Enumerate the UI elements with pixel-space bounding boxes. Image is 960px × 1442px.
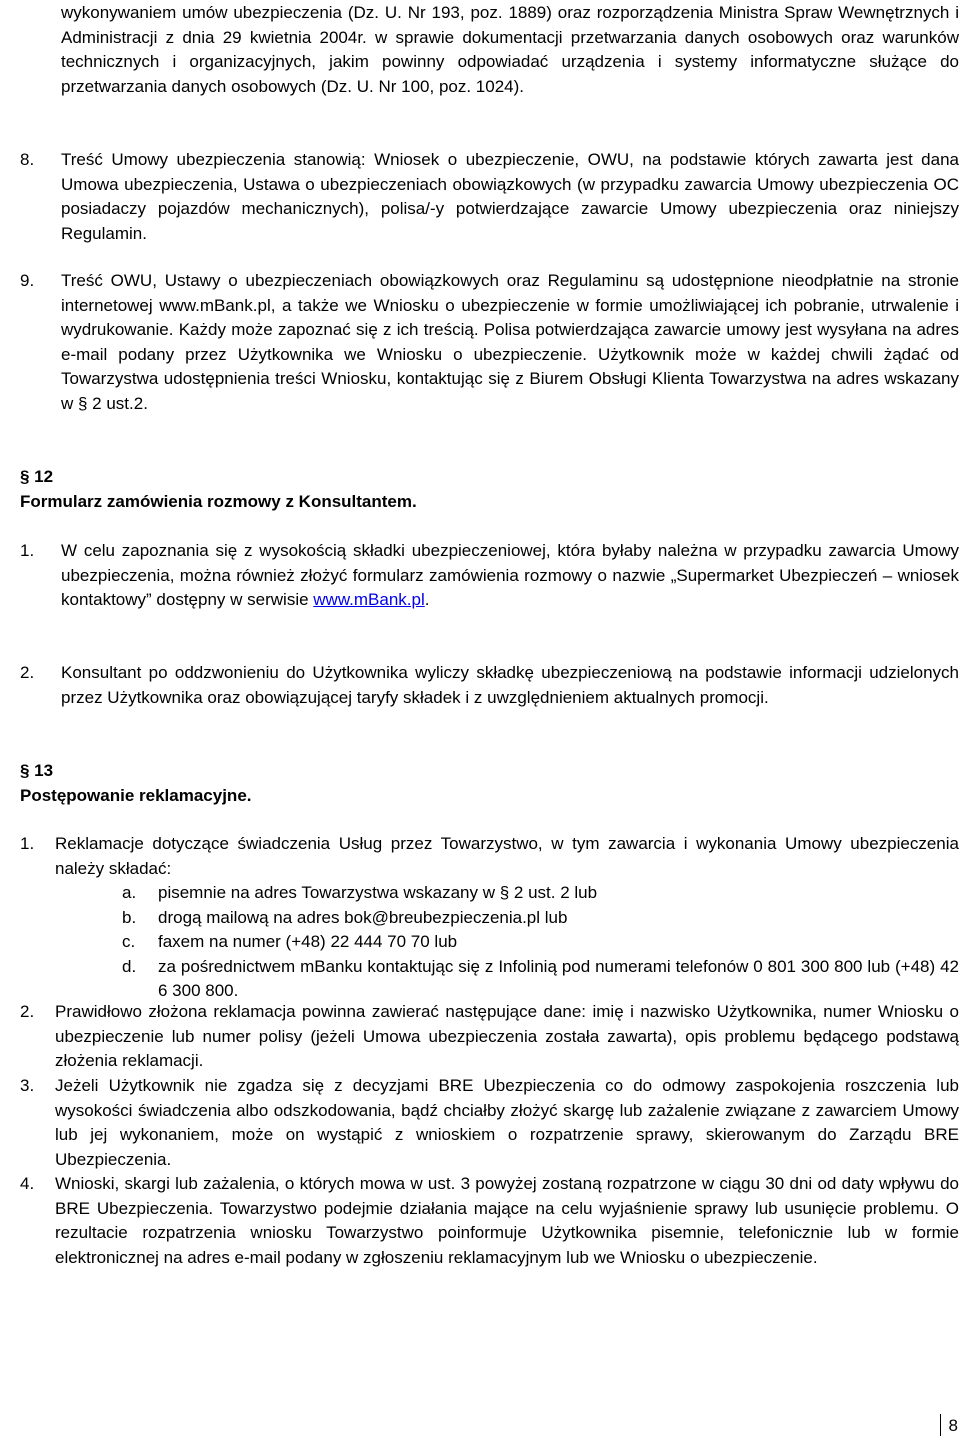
item-text: Reklamacje dotyczące świadczenia Usług przez Towarzystwo, w tym zawarcia i wykonania Umowy ubezpieczenia należy składać: bbox=[55, 834, 959, 878]
sublist-item-a: a. pisemnie na adres Towarzystwa wskazany w § 2 ust. 2 lub bbox=[122, 883, 598, 902]
item-text: Wnioski, skargi lub zażalenia, o których mowa w ust. 3 powyżej zostaną rozpatrzone w ciągu 30 dni od daty wpływu do BRE Ubezpieczenia. Towarzystwo podejmie działania mające na celu wyjaśnienie sprawy lub usunięcie problemu. O rezultacie rozpatrzenia wniosku Towarzystwo poinformuje Użytkownika pisemnie, telefonicznie lub w formie elektronicznej na adres e-mail podany w zgłoszeniu reklamacyjnym lub we Wniosku o ubezpieczenie. bbox=[55, 1174, 959, 1267]
item-number: 8. bbox=[20, 150, 35, 169]
item-number: 9. bbox=[20, 271, 35, 290]
mbank-link[interactable]: www.mBank.pl bbox=[313, 590, 425, 609]
intro-paragraph: wykonywaniem umów ubezpieczenia (Dz. U. Nr 193, poz. 1889) oraz rozporządzenia Ministra Spraw Wewnętrznych i Administracji z dnia 29 kwietnia 2004r. w sprawie dokumentacji przetwarzania danych osobowych oraz warunków technicznych i organizacyjnych, jakim powinny odpowiadać urządzenia i systemy informatyczne służące do przetwarzania danych osobowych (Dz. U. Nr 100, poz. 1024). bbox=[61, 3, 959, 96]
section-number: § 12 bbox=[20, 467, 54, 486]
page-number: 8 bbox=[948, 1416, 958, 1435]
item-text: Prawidłowo złożona reklamacja powinna zawierać następujące dane: imię i nazwisko Użytkownika, numer Wniosku o ubezpieczenie lub numer polisy (jeżeli Umowa ubezpieczenia została zawarta), opis problemu będącego podstawą złożenia reklamacji. bbox=[55, 1002, 959, 1070]
s12-list-item-2 bbox=[20, 661, 959, 735]
s13-list-item-4 bbox=[20, 1172, 959, 1294]
sublist bbox=[55, 881, 959, 1004]
item-number: 2. bbox=[20, 1002, 35, 1021]
item-body bbox=[55, 832, 959, 1004]
item-number: 4. bbox=[20, 1174, 35, 1193]
item-text: Treść Umowy ubezpieczenia stanowią: Wniosek o ubezpieczenie, OWU, na podstawie których zawarta jest dana Umowa ubezpieczenia, Ustawa o ubezpieczeniach obowiązkowych (w przypadku zawarcia Umowy ubezpieczenia OC posiadaczy pojazdów mechanicznych), polisa/-y potwierdzające zawarcie Umowy ubezpieczenia oraz niniejszy Regulamin. bbox=[61, 150, 959, 243]
section-heading-13 bbox=[20, 759, 252, 808]
section-heading-12 bbox=[20, 465, 417, 514]
sublist-item-b: b. drogą mailową na adres bok@breubezpieczenia.pl lub bbox=[122, 907, 568, 927]
item-number: 1. bbox=[20, 834, 35, 853]
text-cursor-mark bbox=[940, 1414, 941, 1436]
list-item-9 bbox=[20, 269, 959, 439]
s13-list-item-1 bbox=[20, 832, 959, 1000]
item-text: Jeżeli Użytkownik nie zgadza się z decyzjami BRE Ubezpieczenia co do odmowy zaspokojenia roszczenia lub wysokości świadczenia albo odszkodowania, bądź chciałby złożyć skargę lub zażalenie związane z zawarciem Umowy lub jej wykonaniem, może on wystąpić z wnioskiem o rozpatrzenie sprawy, skierowanym do Zarządu BRE Ubezpieczenia. bbox=[55, 1076, 959, 1169]
item-text: Treść OWU, Ustawy o ubezpieczeniach obowiązkowych oraz Regulaminu są udostępnione nieodpłatnie na stronie internetowej www.mBank.pl, a także we Wniosku o ubezpieczenie w formie umożliwiającej ich pobranie, utrwalenie i wydrukowanie. Każdy może zapoznać się z ich treścią. Polisa potwierdzająca zawarcie umowy jest wysyłana na adres e-mail podany przez Użytkownika we Wniosku o ubezpieczenie. Użytkownik może w każdej chwili żądać od Towarzystwa udostępnienia treści Wniosku, kontaktując się z Biurem Obsługi Klienta Towarzystwa na adres wskazany w § 2 ust.2. bbox=[61, 271, 959, 413]
section-number: § 13 bbox=[20, 761, 54, 780]
s13-list-item-3 bbox=[20, 1074, 959, 1172]
item-text: W celu zapoznania się z wysokością składki ubezpieczeniowej, która byłaby należna w przypadku zawarcia Umowy ubezpieczenia, można również złożyć formularz zamówienia rozmowy o nazwie „Supermarket Ubezpieczeń – wniosek kontaktowy” dostępny w serwisie www.mBank.pl. bbox=[61, 541, 959, 609]
item-number: 1. bbox=[20, 541, 35, 560]
section-title: Formularz zamówienia rozmowy z Konsultantem. bbox=[20, 491, 417, 511]
item-number: 3. bbox=[20, 1076, 35, 1095]
list-item-8 bbox=[20, 148, 959, 268]
sublist-item-d: d. za pośrednictwem mBanku kontaktując się z Infolinią pod numerami telefonów 0 801 300 800 lub (+48) 42 6 300 800. bbox=[122, 956, 959, 1000]
section-title: Postępowanie reklamacyjne. bbox=[20, 785, 252, 805]
sublist-item-c: c. faxem na numer (+48) 22 444 70 70 lub bbox=[122, 932, 458, 951]
item-text: Konsultant po oddzwonieniu do Użytkownika wyliczy składkę ubezpieczeniową na podstawie informacji udzielonych przez Użytkownika oraz obowiązującej taryfy składek i z uwzględnieniem aktualnych promocji. bbox=[61, 663, 959, 707]
item-number: 2. bbox=[20, 663, 35, 682]
s13-list-item-2 bbox=[20, 1000, 959, 1074]
s12-list-item-1 bbox=[20, 539, 959, 637]
